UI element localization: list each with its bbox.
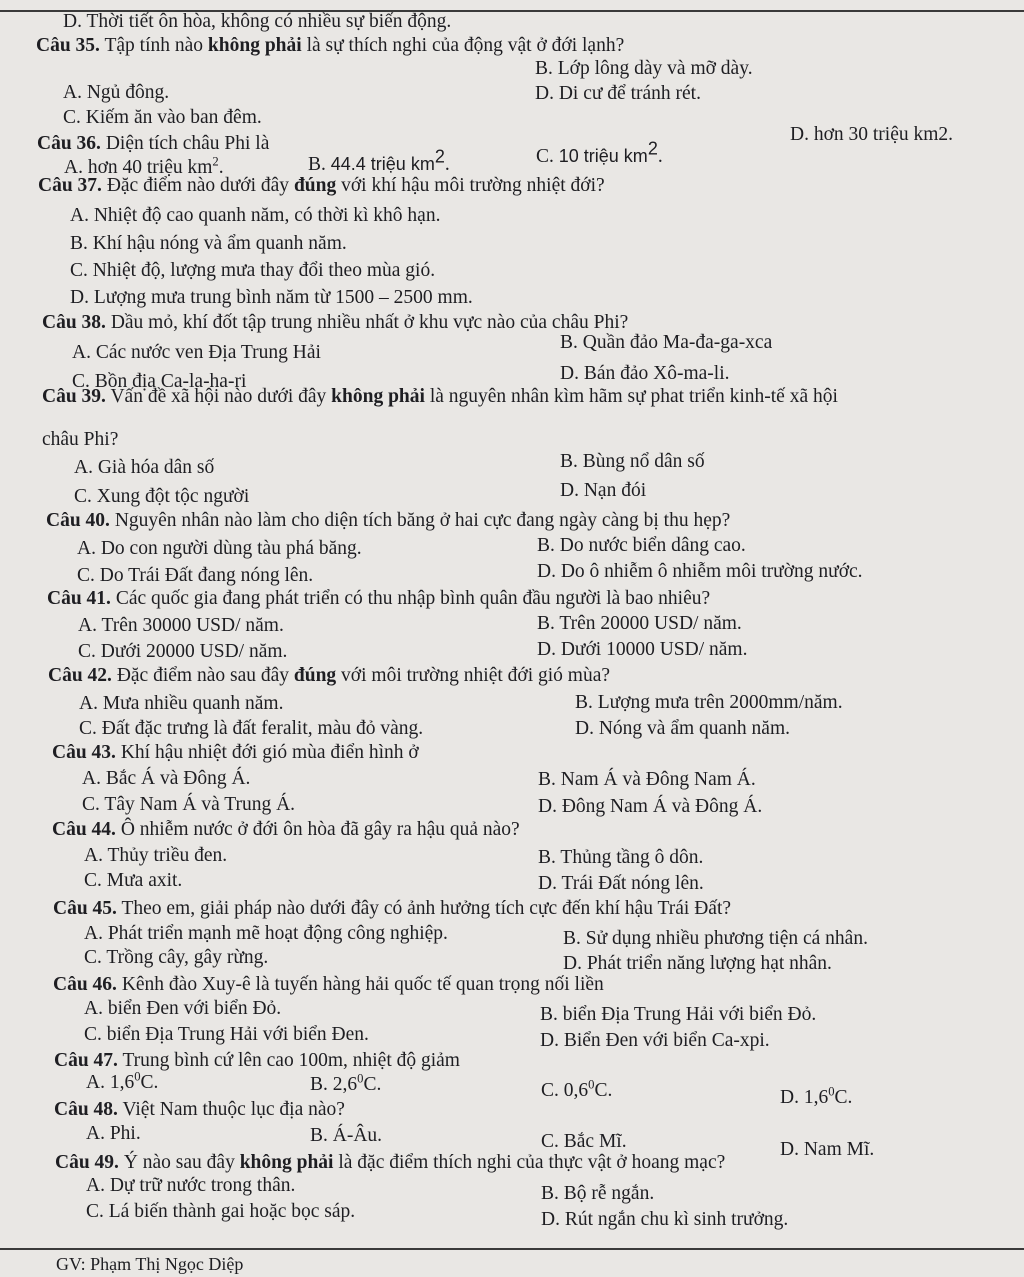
question-38-stem: Câu 38. Dầu mỏ, khí đốt tập trung nhiều nhất ở khu vực nào của châu Phi? — [42, 312, 629, 333]
q40-option-c: C. Do Trái Đất đang nóng lên. — [77, 565, 314, 586]
q37-option-d: D. Lượng mưa trung bình năm từ 1500 – 2500 mm. — [70, 287, 473, 308]
q38-option-d: D. Bán đảo Xô-ma-li. — [560, 363, 730, 384]
q48-option-c: C. Bắc Mĩ. — [541, 1131, 627, 1152]
q35-option-d: D. Di cư để tránh rét. — [535, 83, 701, 104]
q45-option-d: D. Phát triển năng lượng hạt nhân. — [563, 953, 832, 974]
q37-option-b: B. Khí hậu nóng và ẩm quanh năm. — [70, 233, 347, 254]
q44-option-d: D. Trái Đất nóng lên. — [538, 873, 704, 894]
question-45-stem: Câu 45. Theo em, giải pháp nào dưới đây có ảnh hưởng tích cực đến khí hậu Trái Đất? — [53, 898, 732, 919]
q35-option-a: A. Ngủ đông. — [63, 82, 170, 103]
q42-option-c: C. Đất đặc trưng là đất feralit, màu đỏ vàng. — [79, 718, 424, 739]
question-44-stem: Câu 44. Ô nhiễm nước ở đới ôn hòa đã gây ra hậu quả nào? — [52, 819, 520, 840]
q35-option-c: C. Kiếm ăn vào ban đêm. — [63, 107, 262, 128]
q38-option-a: A. Các nước ven Địa Trung Hải — [72, 342, 321, 363]
question-46-stem: Câu 46. Kênh đào Xuy-ê là tuyến hàng hải quốc tế quan trọng nối liền — [53, 974, 604, 995]
q37-option-a: A. Nhiệt độ cao quanh năm, có thời kì khô hạn. — [70, 205, 441, 226]
q41-option-d: D. Dưới 10000 USD/ năm. — [537, 639, 748, 660]
q48-option-d: D. Nam Mĩ. — [780, 1139, 875, 1160]
q40-option-a: A. Do con người dùng tàu phá băng. — [77, 538, 362, 559]
question-48-stem: Câu 48. Việt Nam thuộc lục địa nào? — [54, 1099, 345, 1120]
q44-option-c: C. Mưa axit. — [84, 870, 183, 891]
q47-option-d: D. $1,6^0C$. — [780, 1084, 853, 1108]
q49-option-a: A. Dự trữ nước trong thân. — [86, 1175, 296, 1196]
question-36-stem: Câu 36. Diện tích châu Phi là — [37, 133, 270, 154]
question-39-stem-line2: châu Phi? — [42, 429, 119, 450]
q46-option-a: A. biển Đen với biển Đỏ. — [84, 998, 282, 1019]
footer-rule — [0, 1248, 1024, 1250]
q47-option-a: A. $1,6^0C$. — [86, 1069, 159, 1093]
q38-option-b: B. Quần đảo Ma-đa-ga-xca — [560, 332, 773, 353]
q39-option-b: B. Bùng nổ dân số — [560, 451, 705, 472]
q40-option-d: D. Do ô nhiễm ô nhiễm môi trường nước. — [537, 561, 863, 582]
q40-option-b: B. Do nước biển dâng cao. — [537, 535, 746, 556]
q47-option-b: B. $2,6^0C$. — [310, 1071, 382, 1095]
q39-option-a: A. Già hóa dân số — [74, 457, 215, 478]
q41-option-c: C. Dưới 20000 USD/ năm. — [78, 641, 288, 662]
q36-option-b: B. 44.4 triệu $km^2$. — [308, 146, 450, 175]
q46-option-d: D. Biển Đen với biển Ca-xpi. — [540, 1030, 770, 1051]
q49-option-c: C. Lá biến thành gai hoặc bọc sáp. — [86, 1201, 356, 1222]
q42-option-a: A. Mưa nhiều quanh năm. — [79, 693, 284, 714]
q45-option-c: C. Trồng cây, gây rừng. — [84, 947, 269, 968]
q39-option-d: D. Nạn đói — [560, 480, 647, 501]
q44-option-b: B. Thủng tầng ô dôn. — [538, 847, 704, 868]
q46-option-c: C. biển Địa Trung Hải với biển Đen. — [84, 1024, 369, 1045]
q45-option-a: A. Phát triển mạnh mẽ hoạt động công nghiệp. — [84, 923, 448, 944]
question-39-stem: Câu 39. Vấn đề xã hội nào dưới đây không phải là nguyên nhân kìm hãm sự phat triển kinh-tế xã hội — [42, 386, 838, 407]
q45-option-b: B. Sử dụng nhiều phương tiện cá nhân. — [563, 928, 868, 949]
question-47-stem: Câu 47. Trung bình cứ lên cao 100m, nhiệt độ giảm — [54, 1050, 460, 1071]
q41-option-b: B. Trên 20000 USD/ năm. — [537, 613, 742, 634]
q37-option-c: C. Nhiệt độ, lượng mưa thay đổi theo mùa gió. — [70, 260, 436, 281]
q49-option-b: B. Bộ rễ ngắn. — [541, 1183, 655, 1204]
q41-option-a: A. Trên 30000 USD/ năm. — [78, 615, 284, 636]
q42-option-d: D. Nóng và ẩm quanh năm. — [575, 718, 790, 739]
q48-option-a: A. Phi. — [86, 1123, 141, 1144]
q46-option-b: B. biển Địa Trung Hải với biển Đỏ. — [540, 1004, 817, 1025]
q47-option-c: C. $0,6^0C$. — [541, 1077, 613, 1101]
q42-option-b: B. Lượng mưa trên 2000mm/năm. — [575, 692, 843, 713]
prev-question-option-d: D. Thời tiết ôn hòa, không có nhiều sự biến động. — [63, 11, 452, 32]
q36-option-c: C. 10 triệu $km^2$. — [536, 138, 663, 167]
q43-option-d: D. Đông Nam Á và Đông Á. — [538, 796, 763, 817]
q43-option-b: B. Nam Á và Đông Nam Á. — [538, 769, 756, 790]
question-41-stem: Câu 41. Các quốc gia đang phát triển có thu nhập bình quân đầu người là bao nhiêu? — [47, 588, 711, 609]
question-49-stem: Câu 49. Ý nào sau đây không phải là đặc điểm thích nghi của thực vật ở hoang mạc? — [55, 1152, 726, 1173]
q35-option-b: B. Lớp lông dày và mỡ dày. — [535, 58, 753, 79]
question-40-stem: Câu 40. Nguyên nhân nào làm cho diện tích băng ở hai cực đang ngày càng bị thu hẹp? — [46, 510, 731, 531]
teacher-footer: GV: Phạm Thị Ngọc Diệp — [56, 1254, 244, 1274]
q36-option-d: D. hơn 30 triệu km2. — [790, 124, 954, 145]
question-37-stem: Câu 37. Đặc điểm nào dưới đây đúng với khí hậu môi trường nhiệt đới? — [38, 175, 605, 196]
q44-option-a: A. Thủy triều đen. — [84, 845, 228, 866]
q43-option-c: C. Tây Nam Á và Trung Á. — [82, 794, 296, 815]
question-42-stem: Câu 42. Đặc điểm nào sau đây đúng với môi trường nhiệt đới gió mùa? — [48, 665, 611, 686]
question-35-stem: Câu 35. Tập tính nào không phải là sự thích nghi của động vật ở đới lạnh? — [36, 35, 625, 56]
question-43-stem: Câu 43. Khí hậu nhiệt đới gió mùa điển hình ở — [52, 742, 419, 763]
q36-option-a: A. hơn 40 triệu $km^2$. — [64, 154, 224, 178]
q43-option-a: A. Bắc Á và Đông Á. — [82, 768, 251, 789]
q49-option-d: D. Rút ngắn chu kì sinh trưởng. — [541, 1209, 789, 1230]
q39-option-c: C. Xung đột tộc người — [74, 486, 250, 507]
q38-option-c: C. Bồn địa Ca-la-ha-ri — [72, 371, 247, 392]
q48-option-b: B. Á-Âu. — [310, 1125, 383, 1146]
